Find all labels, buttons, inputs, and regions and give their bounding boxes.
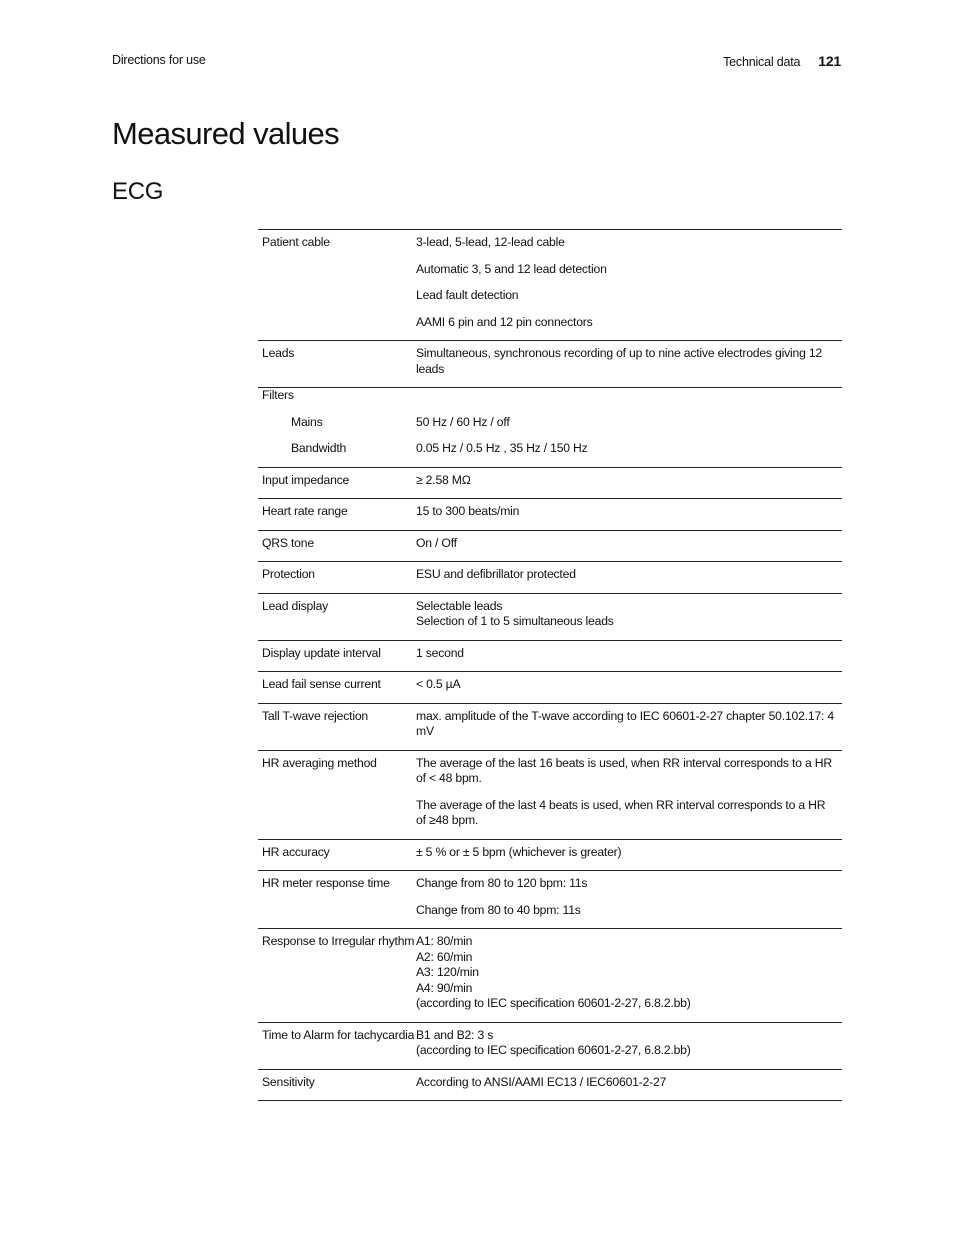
table-row (258, 1070, 842, 1102)
row-label: Response to Irregular rhythm (262, 934, 415, 948)
row-value (416, 646, 842, 662)
table-row (258, 415, 842, 442)
row-label: HR accuracy (262, 844, 330, 859)
value-paragraph: max. amplitude of the T-wave according to IEC 60601-2-27 chapter 50.102.17: 4 mV (416, 708, 834, 738)
row-label: Time to Alarm for tachycardia (262, 1027, 415, 1042)
row-label: Display update interval (262, 645, 381, 660)
table-row (258, 594, 842, 641)
row-value (416, 599, 842, 630)
row-label: Lead display (262, 598, 329, 613)
row-value (416, 1028, 842, 1059)
row-label: Patient cable (262, 235, 330, 249)
row-value (416, 567, 842, 583)
running-header-right (723, 53, 841, 69)
row-label: Filters (262, 388, 294, 402)
table-row (258, 531, 842, 563)
row-value (416, 845, 842, 861)
value-paragraph: ESU and defibrillator protected (416, 567, 576, 581)
row-label: Sensitivity (262, 1074, 315, 1089)
row-value (416, 504, 842, 520)
table-row (258, 499, 842, 531)
row-value (416, 346, 842, 377)
value-paragraph: Simultaneous, synchronous recording of up to nine active electrodes giving 12 leads (416, 346, 822, 376)
row-value (416, 756, 842, 829)
value-paragraph: According to ANSI/AAMI EC13 / IEC60601-2-27 (416, 1074, 667, 1089)
value-paragraph: < 0.5 µA (416, 677, 461, 691)
table-row (258, 672, 842, 704)
row-label: QRS tone (262, 535, 314, 550)
table-row (258, 468, 842, 500)
page-title: Measured values (112, 116, 340, 151)
row-label: Lead fail sense current (262, 677, 381, 691)
row-label: Mains (291, 414, 323, 429)
value-paragraph: 50 Hz / 60 Hz / off (416, 414, 510, 429)
row-label: HR meter response time (262, 876, 390, 890)
value-paragraph: Automatic 3, 5 and 12 lead detection (416, 261, 607, 276)
table-row (258, 1023, 842, 1070)
value-paragraph: Change from 80 to 40 bpm: 11s (416, 902, 581, 917)
value-paragraph: 3-lead, 5-lead, 12-lead cable (416, 235, 565, 249)
running-header-left: Directions for use (112, 53, 206, 67)
table-row (258, 641, 842, 673)
table-row (258, 562, 842, 594)
value-paragraph: The average of the last 16 beats is used, when RR interval corresponds to a HR of < 48 bpm. (416, 755, 832, 785)
value-paragraph: 0.05 Hz / 0.5 Hz , 35 Hz / 150 Hz (416, 441, 588, 455)
row-value (416, 876, 842, 918)
row-value (416, 441, 842, 457)
table-row (258, 871, 842, 929)
row-label: Tall T-wave rejection (262, 708, 368, 723)
value-paragraph: ± 5 % or ± 5 bpm (whichever is greater) (416, 844, 622, 859)
ecg-spec-table (258, 229, 842, 1101)
row-label: Leads (262, 346, 295, 360)
value-paragraph: B1 and B2: 3 s (according to IEC specification 60601-2-27, 6.8.2.bb) (416, 1027, 691, 1057)
row-label: HR averaging method (262, 755, 377, 770)
row-value (416, 934, 842, 1012)
table-row (258, 929, 842, 1023)
section-heading: ECG (112, 178, 164, 205)
row-value (416, 709, 842, 740)
row-label: Input impedance (262, 472, 350, 487)
table-row (258, 341, 842, 388)
value-paragraph: AAMI 6 pin and 12 pin connectors (416, 314, 593, 329)
value-paragraph: 1 second (416, 645, 464, 660)
value-paragraph: Lead fault detection (416, 288, 519, 302)
value-paragraph: A1: 80/min A2: 60/min A3: 120/min A4: 90/min (according to IEC specification 60601-2-27, 6.8.2.bb) (416, 934, 691, 1010)
value-paragraph: 15 to 300 beats/min (416, 504, 520, 518)
value-paragraph: On / Off (416, 535, 457, 550)
table-row (258, 704, 842, 751)
row-value (416, 536, 842, 552)
page-number: 121 (818, 53, 841, 69)
value-paragraph: The average of the last 4 beats is used, when RR interval corresponds to a HR of ≥48 bpm. (416, 797, 826, 827)
row-value (416, 1075, 842, 1091)
row-label: Heart rate range (262, 504, 348, 518)
table-row (258, 441, 842, 468)
row-value (416, 677, 842, 693)
table-row (258, 751, 842, 840)
row-value (416, 415, 842, 431)
row-label: Protection (262, 567, 315, 581)
table-row (258, 388, 842, 415)
row-value (416, 388, 842, 404)
row-value (416, 473, 842, 489)
table-row (258, 230, 842, 341)
running-header-section: Technical data (723, 55, 801, 69)
row-value (416, 235, 842, 330)
row-label: Bandwidth (291, 441, 347, 455)
value-paragraph: Selectable leads Selection of 1 to 5 simultaneous leads (416, 598, 614, 628)
table-row (258, 840, 842, 872)
value-paragraph: ≥ 2.58 MΩ (416, 472, 471, 487)
value-paragraph: Change from 80 to 120 bpm: 11s (416, 876, 588, 890)
